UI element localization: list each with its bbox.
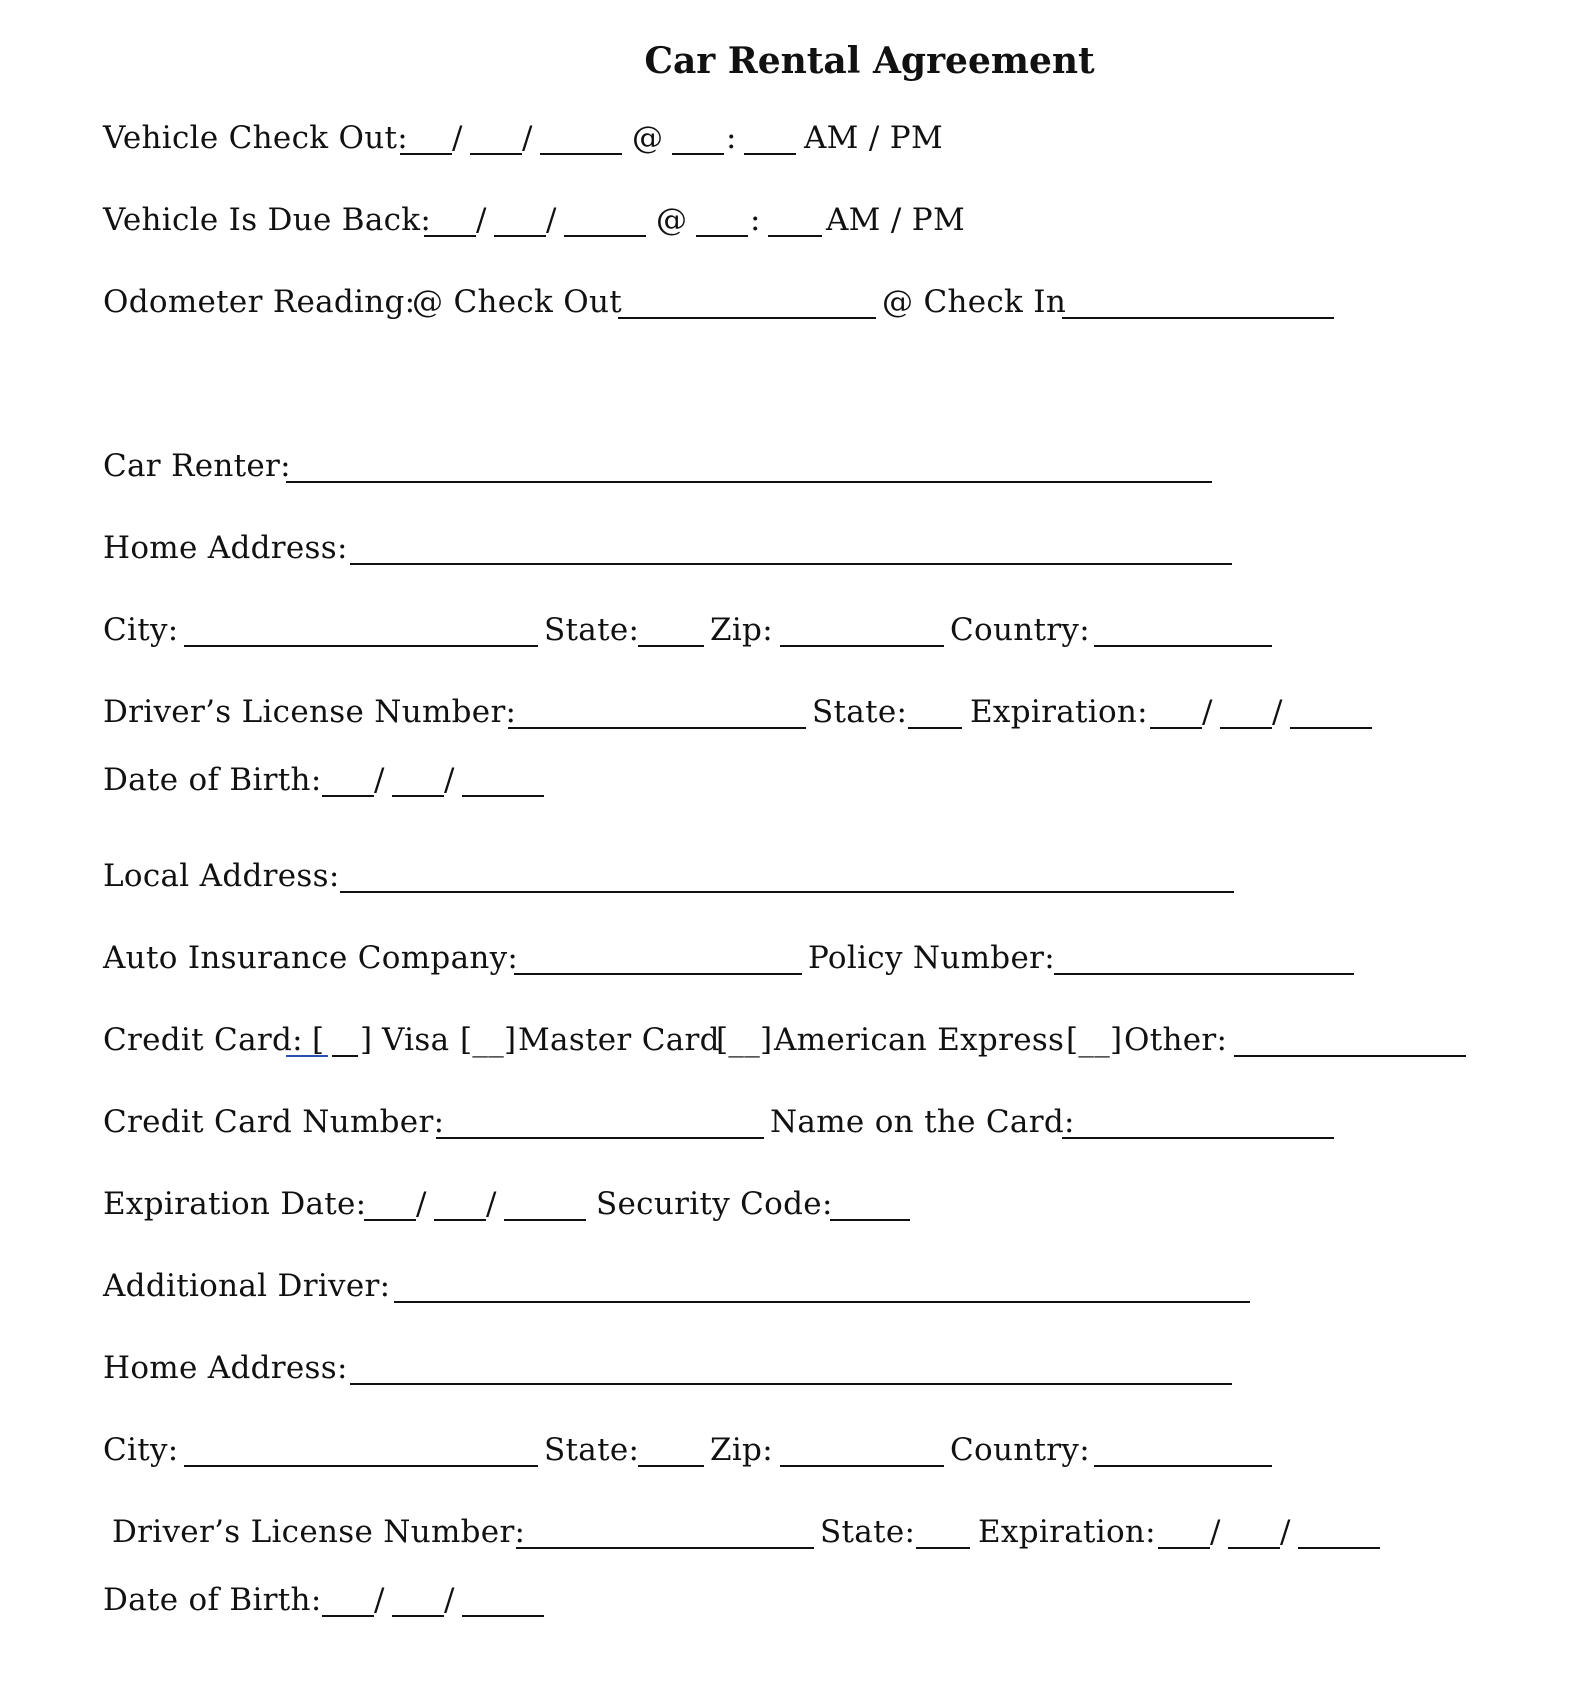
- city-label: City:: [103, 612, 179, 648]
- policy-number-blank[interactable]: [1054, 973, 1354, 975]
- additional-license-state-label: State:: [820, 1514, 916, 1550]
- license-exp-day-blank[interactable]: [1220, 727, 1272, 729]
- checkout-at: @: [632, 120, 664, 156]
- visa-label: Visa: [382, 1022, 450, 1058]
- local-address-label: Local Address:: [103, 858, 340, 894]
- card-number-blank[interactable]: [436, 1137, 764, 1139]
- license-exp-slash-1: /: [1202, 694, 1213, 730]
- additional-zip-label: Zip:: [710, 1432, 773, 1468]
- card-expiration-label: Expiration Date:: [103, 1186, 367, 1222]
- security-code-label: Security Code:: [596, 1186, 833, 1222]
- dob-slash-2: /: [444, 762, 455, 798]
- license-exp-slash-2: /: [1272, 694, 1283, 730]
- checkout-month-blank[interactable]: [400, 153, 452, 155]
- odometer-checkout-label: @ Check Out: [412, 284, 623, 320]
- american-express-label: American Express: [774, 1022, 1065, 1058]
- country-label: Country:: [950, 612, 1090, 648]
- checkout-ampm: AM / PM: [804, 120, 943, 156]
- dueback-minute-blank[interactable]: [768, 235, 822, 237]
- page-title: Car Rental Agreement: [644, 40, 1095, 82]
- license-label: Driver’s License Number:: [103, 694, 517, 730]
- other-checkbox[interactable]: [__]: [1066, 1022, 1123, 1058]
- policy-label: Policy Number:: [808, 940, 1055, 976]
- other-blank[interactable]: [1234, 1055, 1466, 1057]
- additional-city-label: City:: [103, 1432, 179, 1468]
- state-blank[interactable]: [638, 645, 704, 647]
- name-on-card-label: Name on the Card:: [770, 1104, 1075, 1140]
- visa-checkbox-blank[interactable]: [332, 1055, 358, 1057]
- additional-zip-blank[interactable]: [780, 1465, 944, 1467]
- renter-label: Car Renter:: [103, 448, 291, 484]
- dob-label: Date of Birth:: [103, 762, 322, 798]
- additional-driver-label: Additional Driver:: [103, 1268, 391, 1304]
- dob-day-blank[interactable]: [392, 795, 444, 797]
- city-blank[interactable]: [184, 645, 538, 647]
- additional-license-exp-year-blank[interactable]: [1298, 1547, 1380, 1549]
- dueback-slash-1: /: [476, 202, 487, 238]
- dueback-at: @: [656, 202, 688, 238]
- checkout-slash-2: /: [522, 120, 533, 156]
- dueback-month-blank[interactable]: [424, 235, 476, 237]
- master-card-label: Master Card: [518, 1022, 720, 1058]
- dueback-ampm: AM / PM: [826, 202, 965, 238]
- dob-month-blank[interactable]: [322, 795, 374, 797]
- card-exp-day-blank[interactable]: [434, 1219, 486, 1221]
- renter-blank[interactable]: [286, 481, 1212, 483]
- additional-state-blank[interactable]: [638, 1465, 704, 1467]
- additional-country-label: Country:: [950, 1432, 1090, 1468]
- visa-bracket-open: [: [312, 1022, 325, 1058]
- odometer-checkin-label: @ Check In: [882, 284, 1067, 320]
- additional-dob-label: Date of Birth:: [103, 1582, 322, 1618]
- additional-dob-slash-1: /: [374, 1582, 385, 1618]
- dob-year-blank[interactable]: [462, 795, 544, 797]
- master-card-checkbox[interactable]: [__]: [460, 1022, 517, 1058]
- credit-card-label: Credit Card:: [103, 1022, 303, 1058]
- checkout-slash-1: /: [452, 120, 463, 156]
- additional-license-exp-month-blank[interactable]: [1158, 1547, 1210, 1549]
- card-number-label: Credit Card Number:: [103, 1104, 445, 1140]
- dueback-slash-2: /: [546, 202, 557, 238]
- local-address-blank[interactable]: [340, 891, 1234, 893]
- visa-bracket-close: ]: [360, 1022, 373, 1058]
- checkout-day-blank[interactable]: [470, 153, 522, 155]
- country-blank[interactable]: [1094, 645, 1272, 647]
- zip-blank[interactable]: [780, 645, 944, 647]
- additional-state-label: State:: [544, 1432, 640, 1468]
- checkout-year-blank[interactable]: [540, 153, 622, 155]
- home-address-label: Home Address:: [103, 530, 348, 566]
- security-code-blank[interactable]: [830, 1219, 910, 1221]
- home-address-blank[interactable]: [350, 563, 1232, 565]
- checkout-minute-blank[interactable]: [744, 153, 796, 155]
- license-exp-year-blank[interactable]: [1290, 727, 1372, 729]
- odometer-checkin-blank[interactable]: [1062, 317, 1334, 319]
- other-label: Other:: [1124, 1022, 1228, 1058]
- license-exp-month-blank[interactable]: [1150, 727, 1202, 729]
- additional-city-blank[interactable]: [184, 1465, 538, 1467]
- name-on-card-blank[interactable]: [1062, 1137, 1334, 1139]
- license-state-blank[interactable]: [908, 727, 962, 729]
- dueback-day-blank[interactable]: [494, 235, 546, 237]
- dueback-year-blank[interactable]: [564, 235, 646, 237]
- additional-country-blank[interactable]: [1094, 1465, 1272, 1467]
- odometer-checkout-blank[interactable]: [618, 317, 876, 319]
- additional-home-address-blank[interactable]: [350, 1383, 1232, 1385]
- odometer-label: Odometer Reading:: [103, 284, 416, 320]
- additional-license-label: Driver’s License Number:: [112, 1514, 526, 1550]
- card-exp-slash-1: /: [416, 1186, 427, 1222]
- checkout-hour-blank[interactable]: [672, 153, 724, 155]
- license-expiration-label: Expiration:: [970, 694, 1148, 730]
- insurance-company-blank[interactable]: [514, 973, 802, 975]
- dueback-hour-blank[interactable]: [696, 235, 748, 237]
- dueback-label: Vehicle Is Due Back:: [103, 202, 432, 238]
- additional-license-exp-slash-2: /: [1280, 1514, 1291, 1550]
- additional-license-state-blank[interactable]: [916, 1547, 970, 1549]
- additional-license-exp-day-blank[interactable]: [1228, 1547, 1280, 1549]
- license-state-label: State:: [812, 694, 908, 730]
- checkout-colon: :: [726, 120, 737, 156]
- additional-home-address-label: Home Address:: [103, 1350, 348, 1386]
- zip-label: Zip:: [710, 612, 773, 648]
- american-express-checkbox[interactable]: [__]: [716, 1022, 773, 1058]
- dob-slash-1: /: [374, 762, 385, 798]
- license-number-blank[interactable]: [508, 727, 806, 729]
- additional-license-exp-slash-1: /: [1210, 1514, 1221, 1550]
- additional-license-number-blank[interactable]: [516, 1547, 814, 1549]
- additional-dob-year-blank[interactable]: [462, 1615, 544, 1617]
- card-exp-year-blank[interactable]: [504, 1219, 586, 1221]
- checkout-label: Vehicle Check Out:: [103, 120, 408, 156]
- additional-driver-blank[interactable]: [394, 1301, 1250, 1303]
- additional-dob-slash-2: /: [444, 1582, 455, 1618]
- additional-dob-month-blank[interactable]: [322, 1615, 374, 1617]
- additional-dob-day-blank[interactable]: [392, 1615, 444, 1617]
- card-exp-slash-2: /: [486, 1186, 497, 1222]
- dueback-colon: :: [750, 202, 761, 238]
- card-exp-month-blank[interactable]: [364, 1219, 416, 1221]
- insurance-label: Auto Insurance Company:: [103, 940, 519, 976]
- state-label: State:: [544, 612, 640, 648]
- additional-license-expiration-label: Expiration:: [978, 1514, 1156, 1550]
